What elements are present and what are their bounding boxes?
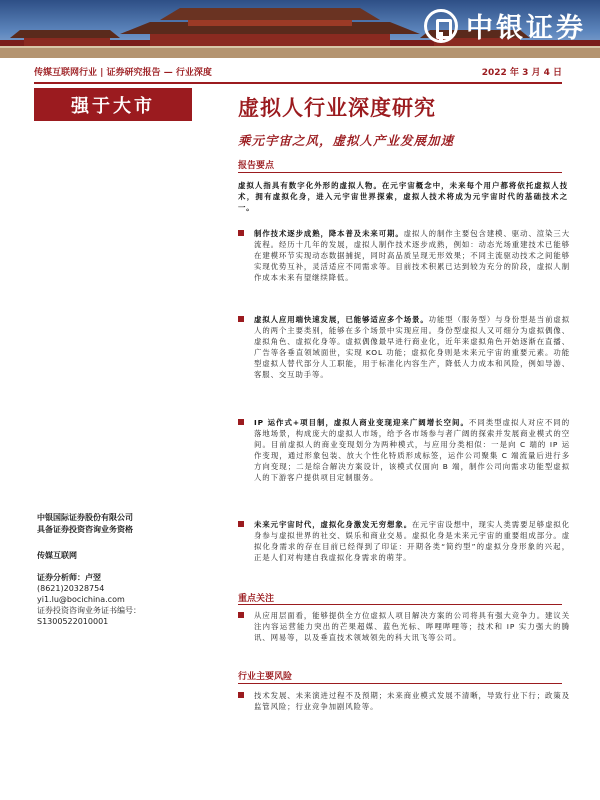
- bullet-body: 功能型（服务型）与身份型是当前虚拟人的两个主要类别，能够在多个场景中实现应用。身份型虚拟人又可细分为虚拟偶像、虚拟角色、虚拟化身等。虚拟偶像最早进行商业化，近年来虚拟角色开始逐渐在直播、广告等各垂直领域面世，实现 KOL 功能；虚拟化身则是未来元宇宙的重要元素。功能型虚拟人替代部分人工职能，用于标准化内容生产，降低人力成本和风险，例如导游、客服、交互助手等。: [254, 315, 570, 379]
- list-item: [238, 417, 570, 483]
- bullet-square-icon: [238, 419, 244, 425]
- focus-text: 从应用层面看，能够提供全方位虚拟人项目解决方案的公司将具有强大竞争力。建议关注内容运营能力突出的芒果超媒、蓝色光标、哔哩哔哩等；技术和 IP 实力强大的腾讯、网易等，以及垂直技术领域领先的科大讯飞等公司。: [254, 611, 570, 642]
- company-name: 中银国际证券股份有限公司: [37, 513, 133, 522]
- report-date: 2022 年 3 月 4 日: [481, 67, 562, 78]
- bullet-body: 不同类型虚拟人对应不同的落地场景，构成庞大的虚拟人市场，给予各市场参与者广阔的探索并发展商业模式的空间。目前虚拟人的商业变现划分为两种模式，与应用分类相似：一是向 C 端的 IP 运作变现，通过形象包装、放大个性化特质形成标签，运作公司聚集 C 端流量后进行多方向变现；二是综合解决方案设计，该模式仅面向 B 端，制作公司向需求功能型虚拟人的下游客户提供项目定制服务。: [254, 418, 570, 482]
- rating-text: 强于大市: [71, 95, 155, 117]
- header-divider: [34, 82, 562, 84]
- bullet-square-icon: [238, 230, 244, 236]
- analyst-phone: (8621)20328754: [37, 584, 105, 593]
- bank-logo-icon: [424, 9, 458, 43]
- bullet-body: 在元宇宙设想中，现实人类需要足够虚拟化身参与虚拟世界的社交、娱乐和商业交易。虚拟化身是未来元宇宙的重要组成部分。虚拟化身需求的存在目前已经得到了印证：开期各类“简约型”的虚拟分身形象的兴起，正是人们对构建自我虚拟化身需求的萌芽。: [254, 520, 570, 562]
- bullet-lead: IP 运作式+项目制，虚拟人商业变现迎来广阔增长空间。: [254, 418, 469, 427]
- bullet-lead: 未来元宇宙时代，虚拟化身激发无穷想象。: [254, 520, 413, 529]
- brand-logo: [424, 6, 586, 45]
- section-title-key-points: 报告要点: [238, 161, 275, 171]
- list-item: [238, 519, 570, 563]
- summary-paragraph: [238, 180, 568, 213]
- bullet-body: 虚拟人的制作主要包含建模、驱动、渲染三大流程。经历十几年的发展，虚拟人制作技术逐步成熟，例如：动态光场重建技术已能够在建模环节实现动态数据捕捉，同时高品质呈现无形效果；不同主流驱动技术之间能够实现优势互补，灵活适应不同需求等。目前技术积累已达到较为充分的阶段，虚拟人制作成本未来有望继续降低。: [254, 229, 570, 282]
- company-qualification: 具备证券投资咨询业务资格: [37, 525, 133, 534]
- report-title: 虚拟人行业深度研究: [238, 95, 436, 120]
- bullet-lead: 制作技术逐步成熟，降本普及未来可期。: [254, 229, 404, 238]
- section-title-focus: 重点关注: [238, 594, 275, 604]
- list-item: [238, 610, 570, 643]
- industry-name: 传媒互联网: [37, 551, 77, 560]
- brand-name: 中银证券: [466, 13, 586, 44]
- bullet-square-icon: [238, 692, 244, 698]
- analyst-email[interactable]: yi1.lu@bocichina.com: [37, 595, 125, 604]
- bullet-square-icon: [238, 521, 244, 527]
- list-item: [238, 314, 570, 380]
- list-item: [238, 228, 570, 283]
- section-divider: [238, 172, 562, 173]
- bullet-square-icon: [238, 316, 244, 322]
- report-category: 传媒互联网行业 | 证券研究报告 — 行业深度: [34, 67, 212, 78]
- section-divider: [238, 604, 562, 605]
- report-header: [34, 63, 562, 79]
- list-item: [238, 690, 570, 712]
- report-subtitle: 乘元宇宙之风，虚拟人产业发展加速: [238, 133, 455, 148]
- summary-text: 虚拟人指具有数字化外形的虚拟人物。在元宇宙概念中，未来每个用户都将依托虚拟人技术，拥有虚拟化身，进入元宇宙世界探索，虚拟人技术将成为元宇宙时代的基础技术之一。: [238, 181, 568, 212]
- bullet-square-icon: [238, 612, 244, 618]
- section-title-risks: 行业主要风险: [238, 672, 293, 682]
- header-banner: [0, 0, 600, 58]
- rating-badge: [34, 88, 192, 121]
- bullet-lead: 虚拟人应用端快速发展，已能够适应多个场景。: [254, 315, 429, 324]
- analyst-info: [37, 512, 197, 627]
- risk-text: 技术发展、未来演进过程不及预期；未来商业模式发展不清晰，导致行业下行；政策及监管风险；行业竞争加剧风险等。: [254, 691, 570, 711]
- analyst-name: 证券分析师：卢翌: [37, 573, 101, 582]
- analyst-certificate: 证券投资咨询业务证书编号：S1300522010001: [37, 606, 141, 626]
- section-divider: [238, 683, 562, 684]
